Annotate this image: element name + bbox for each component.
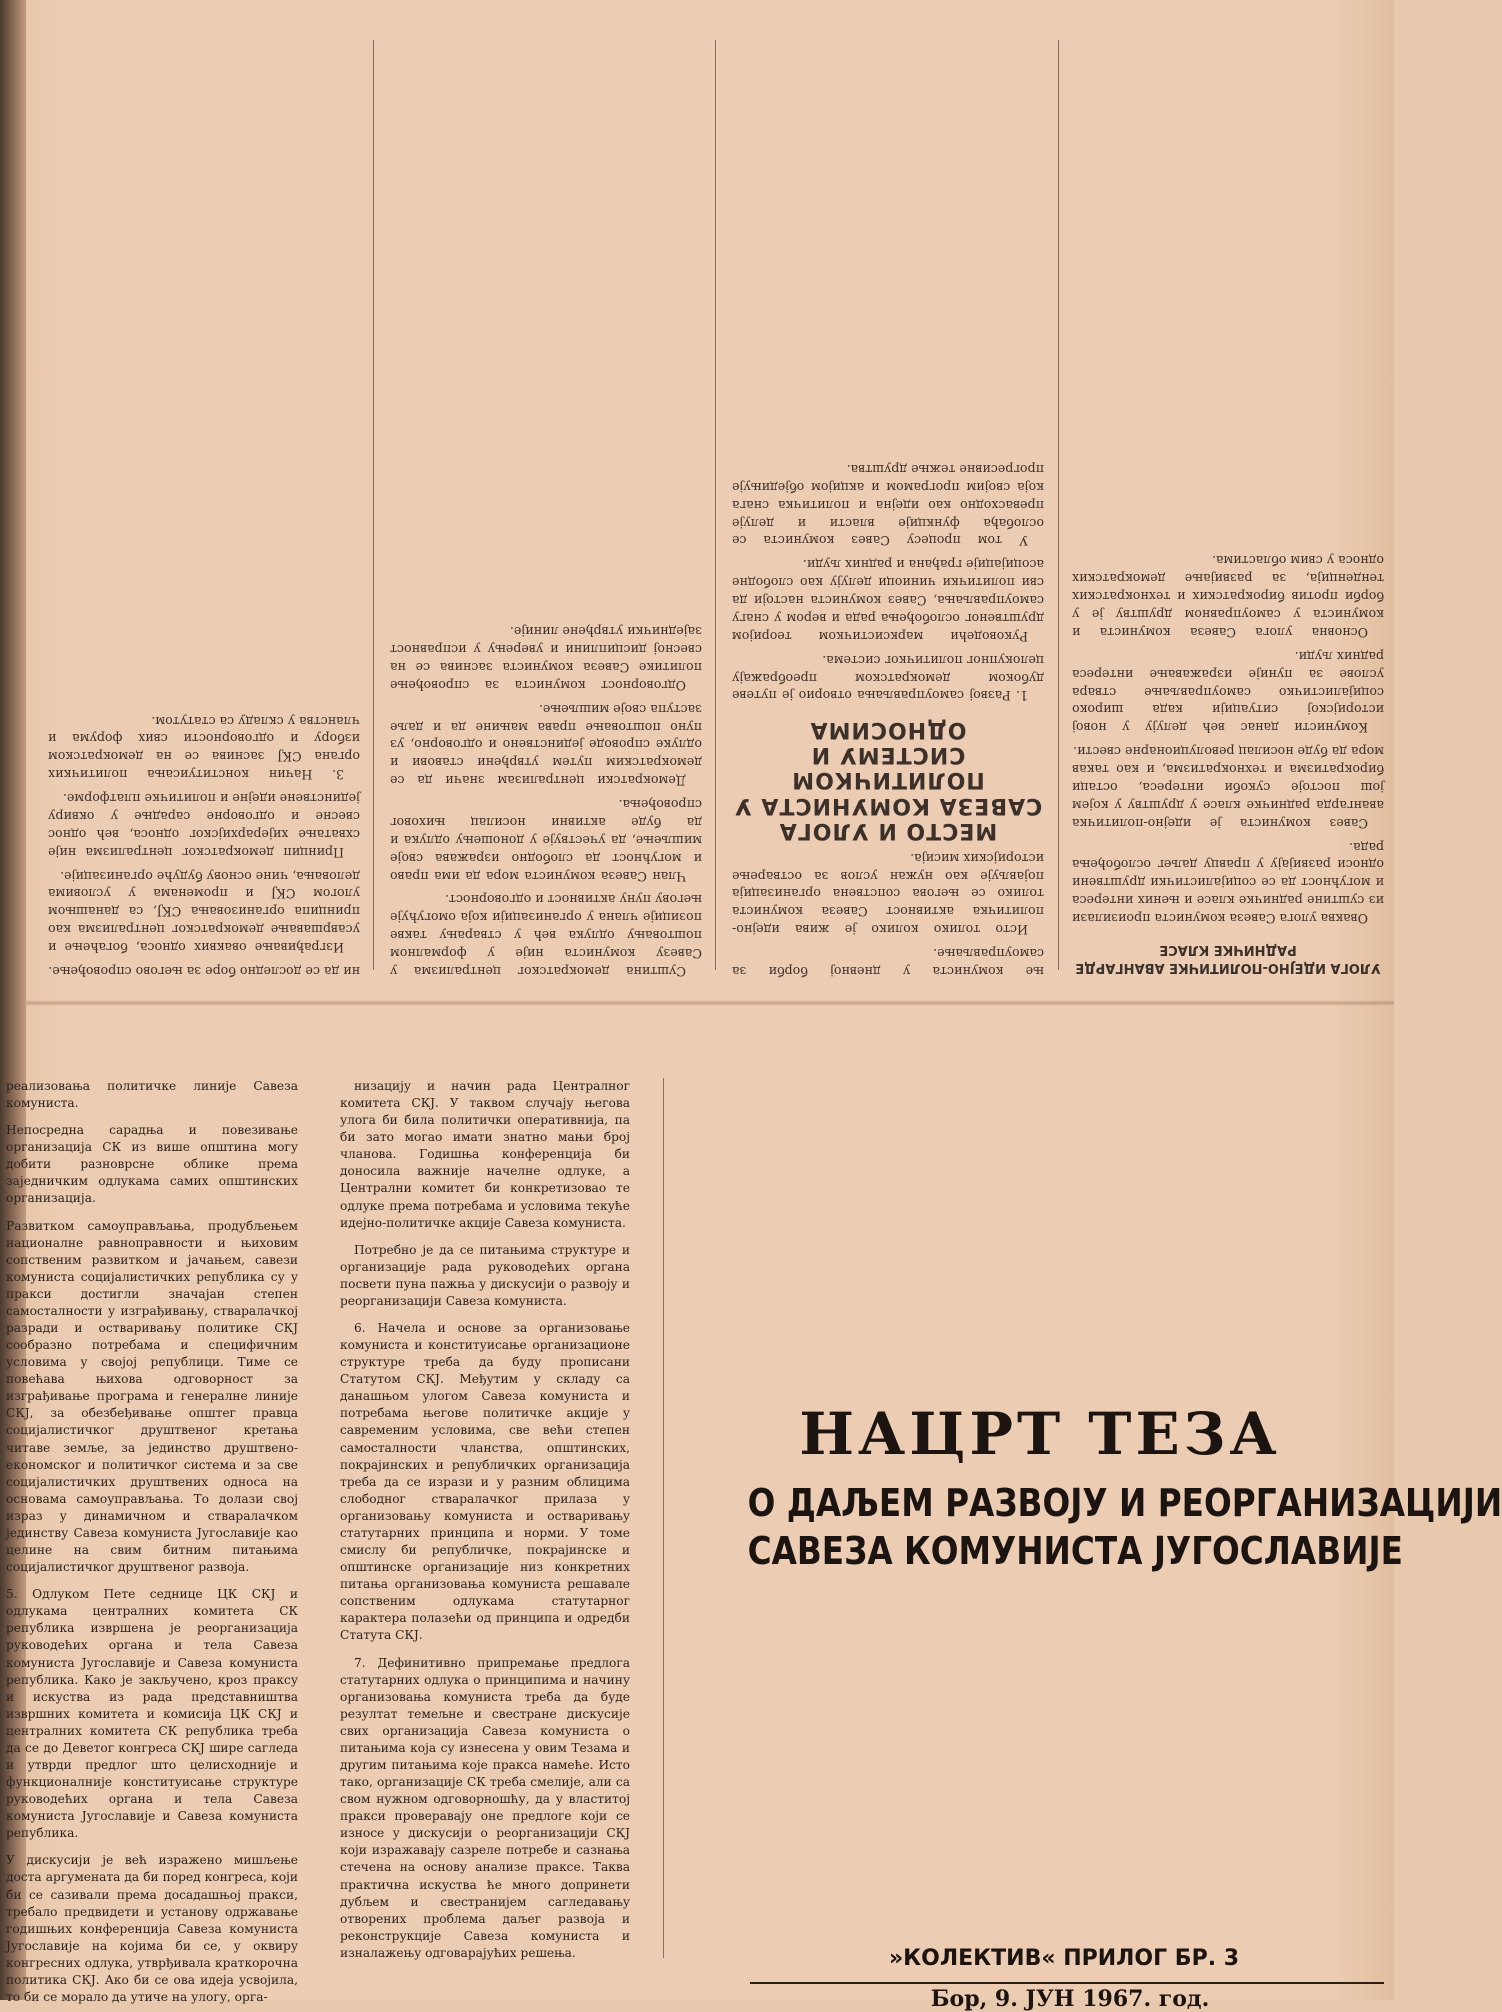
column-rule [715,40,716,970]
paragraph: Непосредна сарадња и повезивање организација СК из више општина могу добити разноврсне облике према заједничким одлукама самих општинских организација. [6,1123,298,1206]
title-block [700,1400,1502,1576]
paragraph: 6. Начела и основе за организовање комуниста и конституисање организационе структуре треба да буду прописани Статутом СКЈ. Међутим у складу са данашњом улогом Савеза комуниста и потребама његове политичке акције у савременим условима, све већи степен самосталности чланства, општинских, покрајинских и републичких организација треба да се изрази и у разним облицима слободног стваралачког прилаза у организовању комуниста и остваривању статутарних принципа и норми. У томе смислу би републичке, покрајинске и општинске организације низ конкретних питања организовања комуниста решавале сопственим одлукама статутарног карактера полазећи од принципа и одредби Статута СКЈ. [340,1321,630,1643]
document-title: НАЦРТ ТЕЗА [799,1400,1281,1468]
paragraph: Суштина демократског централизма у Савезу комуниста није у формалном поштовању одлука већ у стварању такве позиције члана у организацији која омогућује његову пуну активност и одговорност. [390,892,702,979]
column-rule [663,1078,664,1958]
document-subtitle-line-2: САВЕЗА КОМУНИСТА ЈУГОСЛАВИЈЕ [747,1528,1403,1573]
upper-heading-place-role: МЕСТО И УЛОГА САВЕЗА КОМУНИСТА У ПОЛИТИЧКОМ СИСТЕМУ И ОДНОСИМА [733,716,1043,843]
paragraph: Основна улога Савеза комуниста и комуниста у самоуправном друштву је у борби против бирократских и технократских тенденција, за развијање демократских односа у свим областима. [1072,553,1384,640]
paragraph: низацију и начин рада Централног комитета СКЈ. У таквом случају његова улога би била политички оперативнија, па би зато могао имати знатно мањи број чланова. Годишња конференција би доносила важније начелне одлуке, а Централни комитет би конкретизовао те одлуке према потребама и условима текуће идејно-политичке акције Савеза комуниста. [340,1079,630,1230]
paragraph: 5. Одлуком Пете седнице ЦК СКЈ и одлукама централних комитета СК република извршена је реорганизација руководећих органа и тела Савеза комуниста Југославије и Савеза комуниста република. Како је закључено, кроз праксу и искуства из рада представништва извршних комитета и комисија ЦК СКЈ и централних комитета СК република треба да се до Деветог конгреса СКЈ шире сагледа и утврди предлог што целисходније и функционалније конституисање структуре руководећих органа и тела Савеза комуниста Југославије и Савеза комуниста република. [6,1587,298,1841]
paragraph: Руководећи марксистичком теоријом друштвеног ослобођења рада и вером у снагу самоуправљања, Савез комуниста настоји да сви политички чиниоци делују као слободне асоцијације грађана и радних људи. [732,557,1044,644]
footer-rule [750,1982,1384,1984]
paragraph: ње комуниста у дневној борби за самоуправљање. [732,946,1044,979]
paragraph: реализовања политичке линије Савеза комуниста. [6,1079,298,1111]
paragraph: Одговорност комуниста за спровођење политике Савеза комуниста заснива се на свесној дисциплини и уверењу у исправност заједнички утврђене линије. [390,624,702,693]
column-rule [373,40,374,970]
page-fold [26,1000,1394,1006]
upside-down-section [30,0,1394,1000]
paragraph: Комунисти данас већ делују у новој историјској ситуацији када широко социјалистичко самоуправљање ствара услове за пуније изражавање интереса радних људи. [1072,648,1384,736]
upper-column-2 [732,20,1044,980]
paragraph: Демократски централизам значи да се демократским путем утврђени ставови и одлуке спроводе јединствено и одговорно, уз пуно поштовање права мањине да и даље заступа своје мишљење. [390,701,702,789]
paragraph: Члан Савеза комуниста мора да има право и могућност да слободно изражава своје мишљење, да учествује у доношењу одлука и да буде активни носилац њиховог спровођења. [390,797,702,884]
paragraph: Принцип демократског централизма није схватање хијерархијског односа, већ однос свесне и одговорне сарадње у оквиру јединствене идејне и политичке платформе. [48,791,360,860]
paragraph: 7. Дефинитивно припремање предлога статутарних одлука о принципима и начину организовања комуниста треба да буде резултат темељне и свестране дискусије свих организација Савеза комуниста о питањима која су изнесена у овим Тезама и другим питањима које пракса намеће. Исто тако, организације СК треба смелије, али са свом нужном одговорношћу, да у властитој пракси проверавају оне предлоге који се износе у дискусији о реорганизацији СКЈ који изражавају сазреле потребе и сазнања стечена на основу анализе праксе. Таква практична искуства ће много допринети дубљем и свестранијем сагледавању отворених проблема даљег развоја и реконструкције Савеза комуниста и изналажењу одговарајућих решења. [340,1655,630,1960]
paragraph: ни да се доследно боре за његово спровођење. [48,964,360,979]
issue-date: Бор, 9. ЈУН 1967. год. [930,1986,1210,2012]
paragraph: Исто толико колико је жива идејно-политичка активност Савеза комуниста толико се његова сопствена организација појављује као нужан услов за остварење историјских мисија. [732,850,1044,938]
paragraph: Савез комуниста је идејно-политичка авангарда радничке класе у друштву у којем још постоје сукоби интереса, остаци бирократизма и технократизма, и као такав мора да буде носилац револуционарне свести. [1072,744,1384,831]
upper-column-3 [390,20,702,980]
paragraph: Потребно је да се питањима структуре и организације рада руководећих органа посвети пуна пажња у дискусији о развоју и реорганизацији Савеза комуниста. [340,1242,630,1308]
lower-column-2 [340,1078,630,1958]
paragraph: Развитком самоуправљања, продубљењем националне равноправности и њиховим сопственим развитком и јачањем, савези комуниста социјалистичких република су у пракси достигли значајан степен самосталности у изграђивању, стваралачкој разради и остваривању политике СКЈ сообразно потребама и специфичним условима у својој републици. Тиме се повећава њихова одговорност за изграђивање програма и генералне линије СКЈ, за обезбеђивање општег правца социјалистичког друштвеног кретања читаве земље, за јединство друштвено-економског и политичког система и за све социјалистичких друштвених односа на основама самоуправљања. То долази свој израз у динамичном и стваралачком јединству Савеза комуниста Југославије као целине на свим битним питањима социјалистичког друштвеног развоја. [6,1218,298,1575]
paragraph: 3. Начин конституисања политичких органа СКЈ заснива се на демократском избору и одговорности свих форума и чланства у складу са статутом. [48,713,360,783]
paragraph: У дискусији је већ изражено мишљење доста аргумената да би поред конгреса, који би се сазивали према досадашњој пракси, требало предвидети и установу одржавање годишњих конференција Савеза комуниста Југославије на којима би се, у оквиру конгресних одлука, утврђивала краткорочна политика СКЈ. Ако би се ова идеја усвојила, то би се морало да утиче на улогу, орга- [6,1853,298,2004]
paragraph: Оваква улога Савеза комуниста произилази из суштине радничке класе и њених интереса и могућност да се социјалистички друштвени односи развијају у правцу даљег ослобођења рада. [1071,839,1384,927]
upper-column-1 [1072,20,1384,980]
paragraph: Изграђивање оваквих односа, богаћење и усавршавање демократског централизма као принципа организовања СКЈ, са данашњом улогом СКЈ и променама у условима деловања, чине основу будуће организације. [48,868,360,956]
lower-column-1 [6,1078,298,2004]
upper-heading-vanguard: УЛОГА ИДЕЈНО-ПОЛИТИЧКЕ АВАНГАРДЕ РАДНИЧКЕ КЛАСЕ [1075,941,1381,975]
paragraph: У том процесу Савез комуниста се ослобађа функције власти и делује превасходно као идејна и политичка снага која својим програмом и акцијом обједињује прогресивне тежње друштва. [732,461,1044,549]
upper-column-4 [48,20,360,980]
document-subtitle-line-1: О ДАЉЕМ РАЗВОЈУ И РЕОРГАНИЗАЦИЈИ [747,1481,1502,1525]
column-rule [1058,40,1059,970]
paragraph: 1. Развој самоуправљања отворио је путеве дубоком демократском преображају целокупног политичког система. [732,652,1044,704]
supplement-label: »КОЛЕКТИВ« ПРИЛОГ БР. 3 [888,1946,1240,1971]
